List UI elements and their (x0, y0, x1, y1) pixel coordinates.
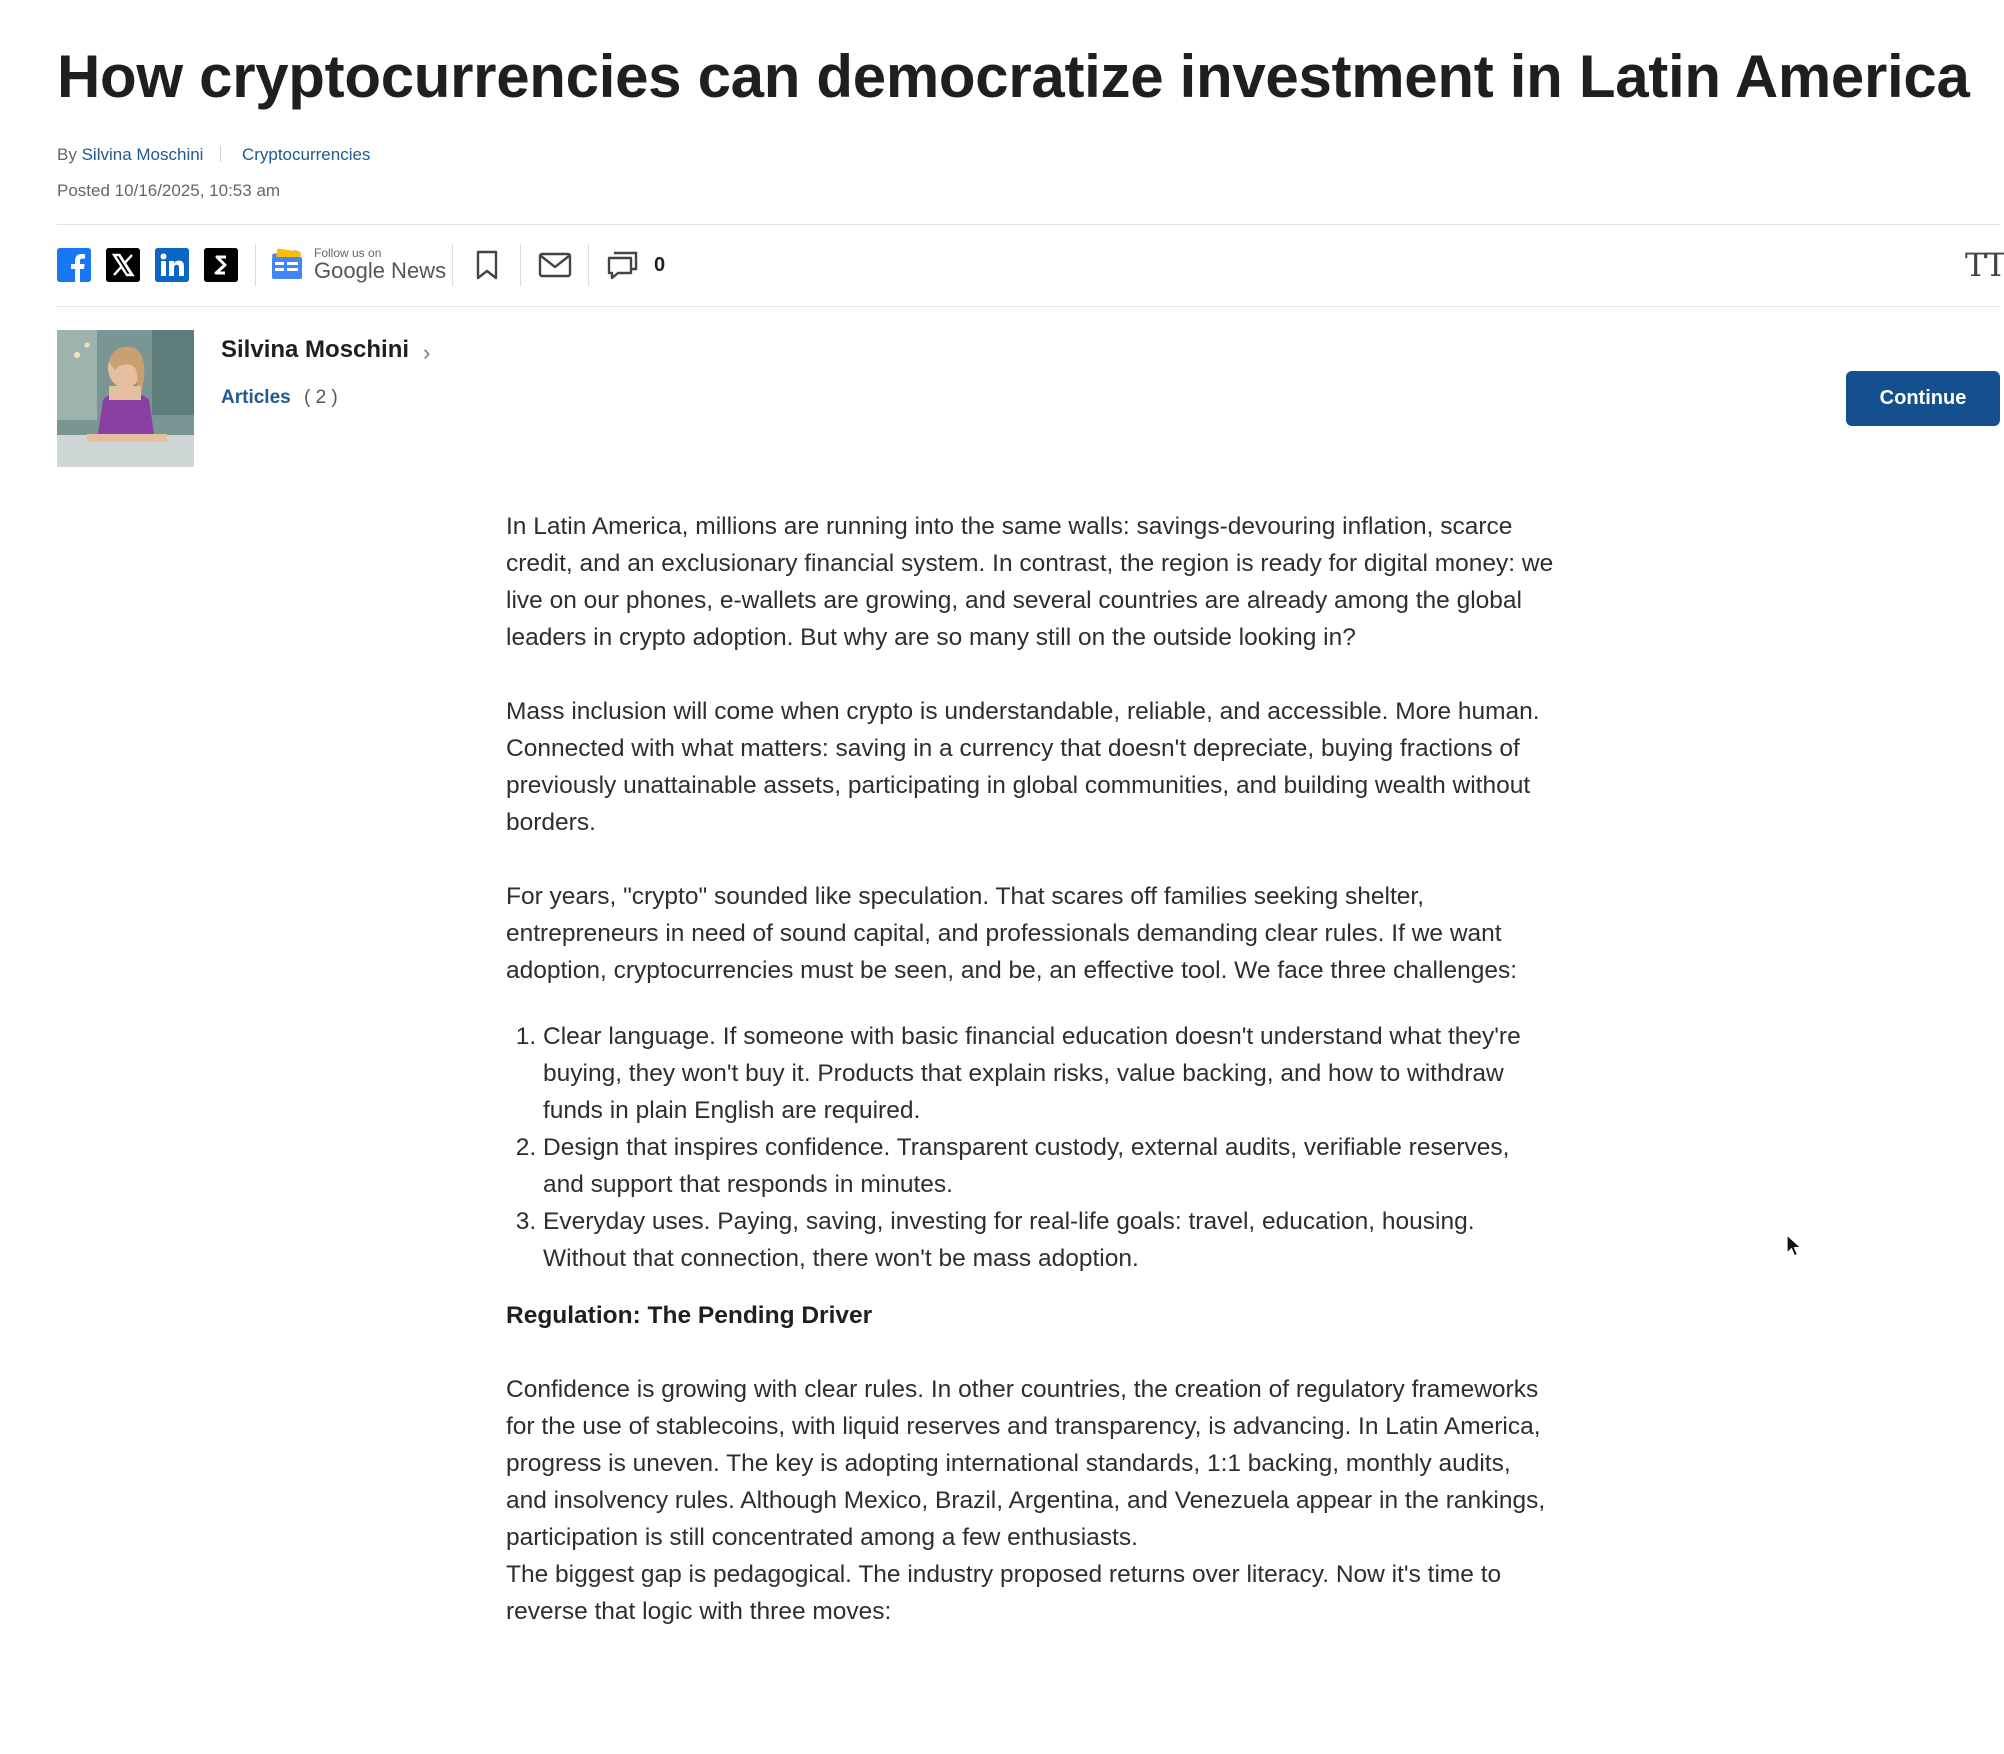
article-title: How cryptocurrencies can democratize investment in Latin America (57, 43, 1970, 110)
email-share-button[interactable] (538, 247, 572, 283)
challenges-list (506, 1018, 1556, 1277)
mouse-cursor-icon (1786, 1234, 1802, 1258)
author-avatar[interactable] (57, 330, 194, 467)
category-link[interactable]: Cryptocurrencies (241, 145, 371, 164)
facebook-share-button[interactable] (57, 247, 91, 283)
mail-icon (538, 251, 572, 279)
x-share-button[interactable] (106, 247, 140, 283)
google-news-small-label: Follow us on (314, 246, 382, 260)
continue-button[interactable]: Continue (1846, 371, 2000, 426)
paragraph: Mass inclusion will come when crypto is understandable, reliable, and accessible. More human. Connected with what matters: saving in a currency that doesn't depreciate, buying fractions of previously unattainable assets, participating in global communities, and building wealth without borders. (506, 698, 1540, 836)
bookmark-button[interactable] (473, 247, 501, 283)
paragraph: Confidence is growing with clear rules. In other countries, the creation of regulatory frameworks for the use of stablecoins, with liquid reserves and transparency, is advancing. In Latin America, progress is uneven. The key is adopting international standards, 1:1 backing, monthly audits, and insolvency rules. Although Mexico, Brazil, Argentina, and Venezuela appear in the rankings, participation is still concentrated among a few enthusiasts. (506, 1376, 1546, 1551)
list-item: 3. Everyday uses. Paying, saving, investing for real-life goals: travel, education, housing. Without that connection, there won't be mass adoption. (543, 1203, 1556, 1277)
share-s-icon (204, 248, 238, 282)
byline (57, 145, 370, 165)
google-news-label: Google News (314, 258, 447, 283)
articles-label: Articles (221, 387, 291, 408)
google-news-icon (270, 248, 304, 282)
share-toolbar (57, 224, 2004, 306)
byline-divider (220, 146, 221, 162)
author-articles-link[interactable] (221, 387, 338, 409)
author-link[interactable]: Silvina Moschini (81, 145, 204, 164)
author-name[interactable]: Silvina Moschini (221, 336, 410, 363)
text-size-button[interactable] (1965, 247, 2004, 283)
comments-icon (606, 249, 640, 281)
other-share-button[interactable] (204, 247, 238, 283)
facebook-icon (57, 248, 91, 282)
posted-date: Posted 10/16/2025, 10:53 am (57, 181, 281, 200)
bookmark-icon (473, 249, 501, 281)
byline-prefix: By (57, 145, 77, 164)
section-heading: Regulation: The Pending Driver (506, 1302, 873, 1329)
paragraph: In Latin America, millions are running into the same walls: savings-devouring inflation, scarce credit, and an exclusionary financial system. In contrast, the region is ready for digital money: we live on our phones, e-wallets are growing, and several countries are already among the global leaders in crypto adoption. But why are so many still on the outside looking in? (506, 513, 1554, 651)
comment-count: 0 (654, 253, 666, 276)
toolbar-divider (255, 244, 256, 286)
x-icon (106, 248, 140, 282)
paragraph: The biggest gap is pedagogical. The industry proposed returns over literacy. Now it's time to reverse that logic with three moves: (506, 1561, 1502, 1625)
google-news-follow-button[interactable] (270, 244, 446, 286)
articles-count: ( 2 ) (303, 387, 338, 408)
toolbar-divider (588, 244, 589, 286)
linkedin-share-button[interactable] (155, 247, 189, 283)
text-size-icon: TT (1965, 246, 2004, 284)
toolbar-bottom-divider (57, 306, 2000, 307)
paragraph: For years, "crypto" sounded like speculation. That scares off families seeking shelter, entrepreneurs in need of sound capital, and professionals demanding clear rules. If we want adoption, cryptocurrencies must be seen, and be, an effective tool. We face three challenges: (506, 883, 1518, 984)
toolbar-divider (452, 244, 453, 286)
toolbar-divider (520, 244, 521, 286)
list-item: 1. Clear language. If someone with basic financial education doesn't understand what they're buying, they won't buy it. Products that explain risks, value backing, and how to withdraw funds in plain English are required. (543, 1018, 1556, 1129)
linkedin-icon (155, 248, 189, 282)
list-item: 2. Design that inspires confidence. Transparent custody, external audits, verifiable reserves, and support that responds in minutes. (543, 1129, 1556, 1203)
article-body (506, 508, 1556, 1667)
comments-button[interactable] (606, 247, 665, 283)
author-card (57, 330, 2000, 468)
chevron-right-icon[interactable]: › (423, 340, 431, 365)
